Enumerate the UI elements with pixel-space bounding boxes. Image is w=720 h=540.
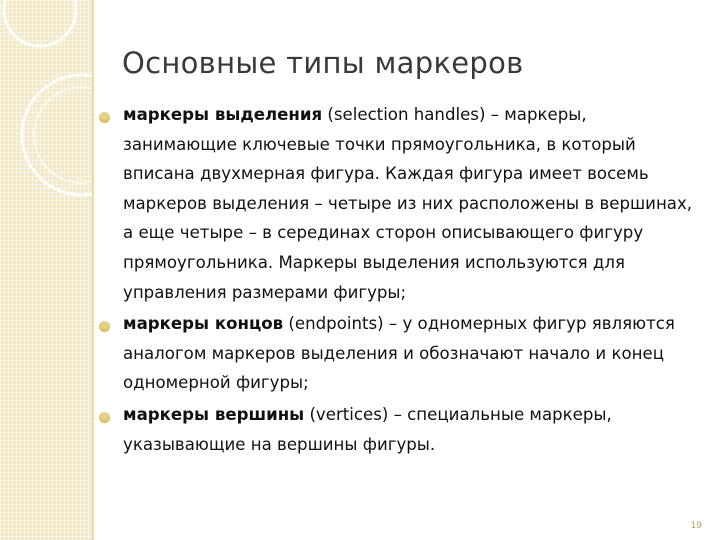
- page-number: 19: [690, 521, 702, 531]
- bullet-term: маркеры концов: [123, 314, 284, 334]
- bullet-item-selection-handles: [99, 100, 703, 307]
- bullet-item-endpoints: [99, 309, 703, 398]
- decorative-circles: [0, 0, 92, 540]
- bullet-text: (endpoints) – у одномерных фигур являются аналогом маркеров выделения и обозначают начало и конец одномерной фигуры;: [123, 314, 675, 393]
- bullet-term: маркеры выделения: [123, 105, 323, 124]
- bullet-text: (selection handles) – маркеры, занимающие ключевые точки прямоугольника, в который вписана двухмерная фигура. Каждая фигура имеет восемь маркеров выделения – четыре из них расположены в вершинах, а еще четыре – в серединах сторон описывающего фигуру прямоугольника. Маркеры выделения используются для управления размерами фигуры;: [123, 105, 693, 302]
- bullet-term: маркеры вершины: [123, 404, 305, 424]
- bullet-dot-icon: [99, 321, 110, 332]
- bullet-text: (vertices) – специальные маркеры, указывающие на вершины фигуры.: [123, 404, 612, 454]
- bullet-dot-icon: [99, 112, 110, 123]
- bullet-dot-icon: [99, 412, 110, 423]
- bullet-item-vertices: [99, 400, 703, 459]
- bullet-list: [99, 100, 703, 461]
- panel-divider: [92, 0, 94, 540]
- slide-title: Основные типы маркеров: [122, 46, 524, 80]
- decorative-side-panel: [0, 0, 92, 540]
